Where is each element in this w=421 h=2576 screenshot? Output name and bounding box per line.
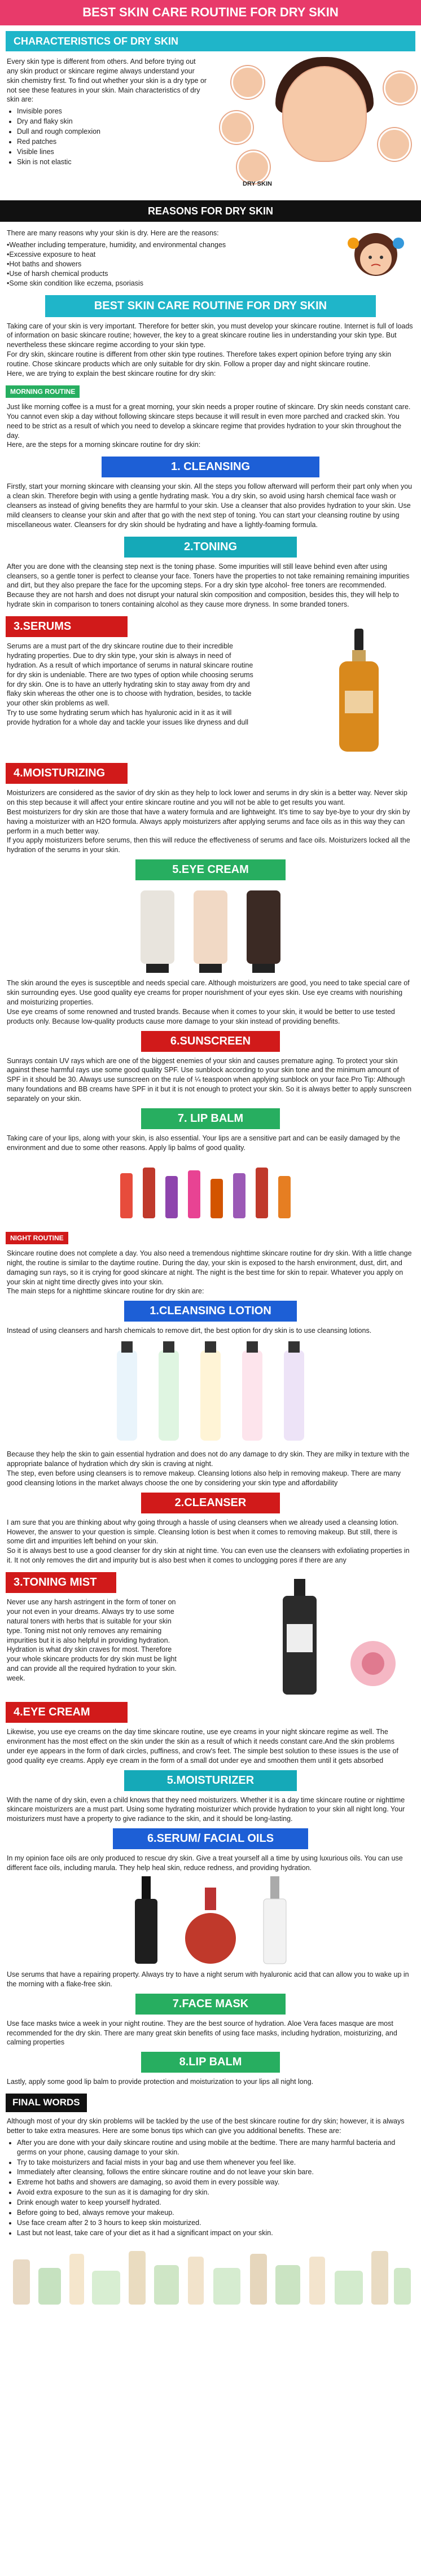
step-text: I am sure that you are thinking about why going through a hassle of using cleansers when we already used a cleansing lotion. However, the answer to your question is simple. Cleansing lotion is best when it comes to removing makeup. But still, there is some dirt and impurities left behind on your skin. So it is always best to use a good cleanser for dry skin at night time. You can even use the cleansers with exfoliating properties in it. It not only removes the dirt and impurity but is also best when it comes to unclogging pores if there are any: [7, 1518, 410, 1565]
reasons-intro: There are many reasons why your skin is dry. Here are the reasons:: [7, 229, 219, 238]
step-text: Use serums that have a repairing property. Always try to have a night serum with hyaluronic acid that can allow you to wake up in the morning with a flake-free skin.: [7, 1970, 409, 1988]
step-heading: 6.SERUM/ FACIAL OILS: [113, 1828, 308, 1849]
step-text: With the name of dry skin, even a child knows that they need moisturizers. Whether it is a day time skincare routine or nighttime skincare moisturizers are a must part. Using some hydrating moisturizer which provide hydration to your skin all night long. Your moisturizers must have a property to give radiance to the skin, and it should be long-lasting.: [7, 1796, 405, 1823]
reasons-heading: REASONS FOR DRY SKIN: [0, 200, 421, 222]
step-text: Firstly, start your morning skincare with cleansing your skin. All the steps you follow afterward will perform their part only when you a clean skin. Therefore begin with using a gentle hydrating mask. You a dry skin, so avoid using harsh chemical face wash or cleansers as instead of giving benefits they are harmful to your skin. Use a cleanser that also provides hydration to your skin. Use mild cleansers to cleanse your skin and after that go with the next step of toning. You can start your cleansing routine by using miscellaneous water. Cleansers for dry skin should be hydrating and have a lightly-foaming formula.: [7, 482, 413, 529]
serum-bottle-image: [297, 612, 421, 758]
list-item: •Some skin condition like eczema, psoriasis: [7, 279, 143, 287]
skin-zoom-circle: [378, 128, 411, 161]
list-item: • After you are done with your daily skincare routine and using mobile at the bedtime. There are many harmful bacteria and germs on your phone, causing damage to your skin.: [17, 2138, 414, 2157]
step-heading: 8.LIP BALM: [141, 2052, 280, 2073]
natural-products-image: [0, 2243, 421, 2305]
step-text: Lastly, apply some good lip balm to provide protection and moisturization to your lips all night long.: [7, 2078, 314, 2086]
final-words-tag: FINAL WORDS: [6, 2094, 87, 2112]
final-intro: Although most of your dry skin problems will be tackled by the use of the best skincare routine for dry skin; however, it is always better to take extra measures. Here are some bonus tips which can give you additional benefits. These are:: [7, 2117, 405, 2135]
face-oil-bottles-image: [0, 1876, 421, 1967]
dry-skin-face-illustration: [214, 55, 421, 196]
skin-zoom-circle: [237, 151, 270, 183]
step-heading: 1. CLEANSING: [102, 457, 319, 477]
list-item: • Avoid extra exposure to the sun as it is damaging for dry skin.: [17, 2188, 414, 2197]
list-item: • Drink enough water to keep yourself hydrated.: [17, 2198, 414, 2208]
skin-zoom-circle: [220, 111, 253, 144]
step-heading: 2.CLEANSER: [141, 1493, 280, 1513]
step-text: Likewise, you use eye creams on the day time skincare routine, use eye creams in your night skincare regime as well. The environment has the most effect on the skin under the skin as a result of which it needs constant care.And the skin problems under eye appears in the form of dark circles, puffiness, and crow's feet. The simple best solution to these issues is the use of good quality eye creams. Apply eye cream in the form of a small dot under eye and smoothen them until it gets absorbed: [7, 1728, 398, 1765]
woman-face-icon: [342, 226, 410, 288]
list-item: •Weather including temperature, humidity, and environmental changes: [7, 241, 226, 249]
face-shape: [282, 66, 367, 162]
list-item: •Excessive exposure to heat: [7, 251, 96, 259]
skin-zoom-circle: [231, 66, 264, 99]
night-routine-tag: NIGHT ROUTINE: [6, 1232, 68, 1244]
list-item: • Extreme hot baths and showers are damaging, so avoid them in every possible way.: [17, 2178, 414, 2187]
characteristics-section: [0, 55, 421, 196]
step-text: The skin around the eyes is susceptible and needs special care. Although moisturizers are good, you need to take special care of skin surrounding eyes. Use good quality eye creams for proper nourishment of your eyes skin. Use eye creams with nourishing and moisturizing properties. Use eye creams of some renowned and trusted brands. Because when it comes to your skin, it would be better to use tested products only. Because low-quality products cause more damage to your skin instead of providing benefits.: [7, 979, 410, 1025]
step-heading: 2.TONING: [124, 537, 297, 558]
step-heading: 4.MOISTURIZING: [6, 763, 128, 784]
page-title: BEST SKIN CARE ROUTINE FOR DRY SKIN: [0, 0, 421, 25]
step-text: Moisturizers are considered as the savior of dry skin as they help to lock lower and serums in dry skin is a better way. Never skip on this step because it will affect your entire skincare routine and you will not be able to get results you want. Best moisturizers for dry skin are those that have a watery formula and are lightweight. It's time to say bye-bye to your dry skin by having a moisturizer with an H2O formula. Always apply moisturizers after applying serums and face oils as in this way they can perform in a much better way. If you apply moisturizers before serums, then this will reduce the effectiveness of serums and face oils. Moisturizers locked all the hydration of the serums in your skin.: [7, 789, 410, 854]
step-heading: 5.EYE CREAM: [135, 859, 286, 880]
toning-mist-image: [252, 1568, 421, 1697]
step-text: Sunrays contain UV rays which are one of the biggest enemies of your skin and causes premature aging. To protect your skin against these harmful rays use some good quality SPF. Use sunblock according to your skin tone and the minimum amount of SPF in it should be 30. Always use sunscreen on the rule of ¼ teaspoon when applying sunblock on your face.Pro Tip: Although many foundations and BB creams have SPF in it but it is not enough to protect your skin. So it is always better to apply sunscreen separately on your skin.: [7, 1056, 412, 1103]
morning-routine-tag: MORNING ROUTINE: [6, 385, 80, 398]
step-heading: 5.MOISTURIZER: [124, 1770, 297, 1791]
step-text: Instead of using cleansers and harsh chemicals to remove dirt, the best option for dry skin is to use cleansing lotions.: [7, 1327, 372, 1335]
list-item: • Red patches: [17, 137, 208, 147]
step-text: Use face masks twice a week in your night routine. They are the best source of hydration. Aloe Vera faces masque are most recommended for the dry skin. There are many great skin benefits of using face masks, including hydration, moisturizing, and calming properties: [7, 2019, 397, 2047]
routine-banner: BEST SKIN CARE ROUTINE FOR DRY SKIN: [45, 295, 376, 317]
cleansing-lotion-bottles-image: [0, 1339, 421, 1446]
eye-cream-tubes-image: [0, 885, 421, 975]
routine-intro: Taking care of your skin is very important. Therefore for better skin, you must develop your skincare routine. Internet is full of loads of information on basic skincare routine; however, the key to a great skincare routine lies in understanding your skin type. But nevertheless these skincare regime according to your skin type. For dry skin, skincare routine is different from other skin type routines. Therefore takes expert opinion before trying any skin routine. Chose skincare products which are only suitable for dry skin. Follow a proper day and night skincare routine. Here, we are trying to explain the best skincare routine for dry skin:: [7, 322, 413, 378]
step-heading: 3.SERUMS: [6, 616, 128, 637]
step-text: Serums are a must part of the dry skincare routine due to their incredible hydrating properties. Due to dry skin type, your skin is always in need of hydration. As a result of which importance of serums in natural skincare routine for dry skin is undeniable. There are two types of option while choosing serums for dry skin. One is to have an utterly hydrating skin to stay away from dry and flaky skin whereas the other one is to choose with hydration, besides, to tackle your other skin problems as well. Try to use some hydrating serum which has hyaluronic acid in it as it will provide hydration for a whole day and tackle your issues like dryness and dull: [7, 642, 253, 727]
list-item: •Hot baths and showers: [7, 260, 82, 268]
list-item: • Skin is not elastic: [17, 157, 208, 167]
characteristics-text: Every skin type is different from others. And before trying out any skin product or skincare regime always understand your skin chemistry first. To find out whether your skin is a dry type or not see these features in your skin. Main characteristics of dry skin are:: [7, 57, 207, 104]
morning-step-3: [0, 612, 421, 758]
list-item: • Last but not least, take care of your diet as it had a significant impact on your skin.: [17, 2228, 414, 2238]
list-item: • Try to take moisturizers and facial mists in your bag and use them whenever you feel like.: [17, 2158, 414, 2167]
list-item: • Before going to bed, always remove your makeup.: [17, 2208, 414, 2218]
step-heading: 7.FACE MASK: [135, 1994, 286, 2015]
characteristics-list: [17, 107, 208, 166]
list-item: • Immediately after cleansing, follows the entire skincare routine and do not leave your skin bare.: [17, 2167, 414, 2177]
step-heading: 3.TONING MIST: [6, 1572, 116, 1593]
skin-zoom-circle: [384, 72, 416, 104]
list-item: • Visible lines: [17, 147, 208, 157]
list-item: •Use of harsh chemical products: [7, 269, 108, 278]
characteristics-heading: CHARACTERISTICS OF DRY SKIN: [6, 31, 415, 51]
dry-skin-label: DRY SKIN: [243, 180, 272, 187]
step-text: Because they help the skin to gain essential hydration and does not do any damage to dry skin. They are milky in texture with the appropriate balance of hydration which dry skin is craving at night. The step, even before using cleansers is to remove makeup. Cleansing lotions also help in removing makeup. There are many good cleansing lotions in the market always choose the one by considering your skin type and affordability: [7, 1450, 410, 1487]
step-text: In my opinion face oils are only produced to rescue dry skin. Give a treat yourself all a time by using luxurious oils. You can use different face oils, including marula. They help heal skin, reduce redness, and providing hydration.: [7, 1854, 403, 1872]
step-heading: 4.EYE CREAM: [6, 1702, 128, 1723]
step-text: After you are done with the cleansing step next is the toning phase. Some impurities will still leave behind even after using cleansers, so a gentle toner is perfect to cleanse your face. Toners have the properties to not take remaining remaining impurities and dirt, but they also prepare the face for the upcoming steps. For a dry skin type alcohol- free toners are recommended. Because they are not harsh and does not disrupt your natural skin composition and composition, besides this, they will help to hydrate skin in comparison to toners containing alcohol as they cause more dryness. In some branded toners.: [7, 562, 410, 609]
list-item: • Dull and rough complexion: [17, 127, 208, 137]
step-text: Never use any harsh astringent in the form of toner on your not even in your dreams. Always try to use some natural toners with herbs that is suitable for your skin type. Toning mist not only removes any remaining impurities but it is also helpful in providing hydration. Hydration is what dry skin craves for most. Therefore your whole skincare products for dry skin must be light and can provide all the required hydration to your skin. week.: [7, 1598, 177, 1683]
list-item: • Invisible pores: [17, 107, 208, 116]
list-item: • Dry and flaky skin: [17, 117, 208, 126]
step-text: Taking care of your lips, along with your skin, is also essential. Your lips are a sensitive part and can be easily damaged by the environment and due to some other reasons. Apply lip balms of good quality.: [7, 1134, 400, 1152]
step-heading: 1.CLEANSING LOTION: [124, 1301, 297, 1322]
morning-step-1: [0, 452, 421, 532]
night-intro: Skincare routine does not complete a day. You also need a tremendous nighttime skincare routine for dry skin. With a little change night, the routine is similar to the daytime routine. During the day, your skin is exposed to the harsh environment, dust, dirt, and damaging sun rays, so it is crying for good skincare at night. The night is the best time for skin to repair. Whatever you apply on your skin at night time directly gives into your skin. The main steps for a nighttime skincare routine for dry skin are:: [7, 1249, 412, 1296]
lip-balm-image: [0, 1156, 421, 1224]
morning-intro: Just like morning coffee is a must for a great morning, your skin needs a proper routine of skincare. Dry skin needs constant care. You cannot even skip a day without following skincare steps because it will result in even more parched and cracked skin. You need to be strict as a result of which you need to develop a skincare regime that provides hydration to your skin throughout the day. Here, are the steps for a morning skincare routine for dry skin:: [7, 402, 411, 449]
step-heading: 7. LIP BALM: [141, 1108, 280, 1129]
reasons-section: [0, 226, 421, 290]
step-heading: 6.SUNSCREEN: [141, 1031, 280, 1052]
reasons-list: [7, 240, 324, 288]
list-item: • Use face cream after 2 to 3 hours to keep skin moisturized.: [17, 2218, 414, 2228]
final-tips-list: [17, 2138, 414, 2238]
night-step-3: [0, 1568, 421, 1697]
